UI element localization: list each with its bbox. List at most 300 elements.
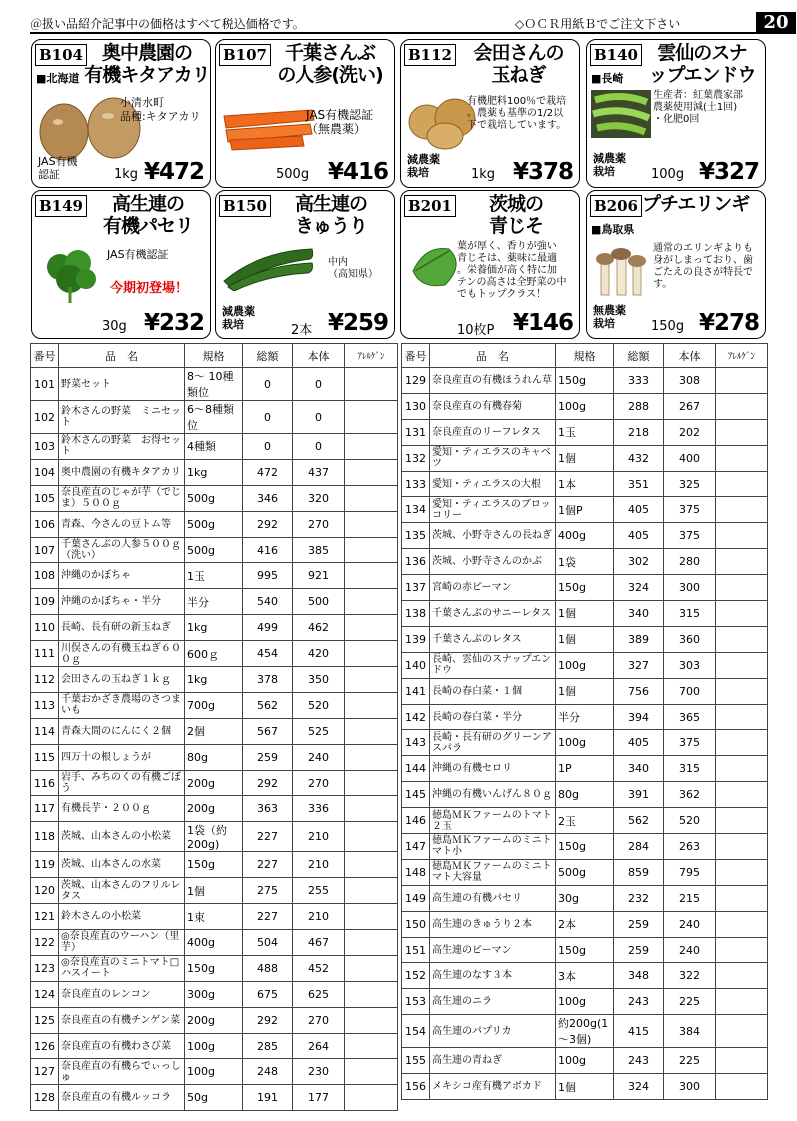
item-total: 432 <box>614 445 664 471</box>
item-name: 野菜セット <box>59 368 185 401</box>
item-spec: 1個 <box>556 626 614 652</box>
table-row[interactable] <box>402 626 768 652</box>
table-row[interactable] <box>31 615 398 641</box>
table-row[interactable] <box>402 963 768 989</box>
item-spec: 150g <box>556 575 614 601</box>
item-number: 125 <box>31 1007 59 1033</box>
product-code: B112 <box>404 44 456 66</box>
product-qty: 150g <box>651 319 685 334</box>
item-spec: 1kg <box>185 615 243 641</box>
item-base: 795 <box>664 859 716 885</box>
item-total: 562 <box>614 808 664 834</box>
item-name: ◎奈良産直のミニトマト□ハスイート <box>59 955 185 981</box>
table-row[interactable] <box>31 955 398 981</box>
table-row[interactable] <box>402 756 768 782</box>
item-base: 525 <box>293 718 345 744</box>
item-spec: 半分 <box>185 589 243 615</box>
item-allergen <box>716 885 768 911</box>
page-number: 20 <box>756 12 796 34</box>
item-total: 340 <box>614 756 664 782</box>
item-allergen <box>345 401 398 434</box>
item-spec: 200g <box>185 1007 243 1033</box>
table-row[interactable] <box>402 937 768 963</box>
item-allergen <box>345 615 398 641</box>
item-number: 122 <box>31 930 59 956</box>
item-total: 340 <box>614 601 664 627</box>
item-allergen <box>716 1074 768 1100</box>
item-total: 472 <box>243 459 293 485</box>
item-total: 218 <box>614 419 664 445</box>
item-spec: 150g <box>185 852 243 878</box>
item-number: 137 <box>402 575 430 601</box>
item-base: 270 <box>293 511 345 537</box>
header-base: 本体 <box>293 344 345 368</box>
item-total: 562 <box>243 692 293 718</box>
item-allergen <box>716 756 768 782</box>
item-base: 315 <box>664 601 716 627</box>
item-spec: 2個 <box>185 718 243 744</box>
product-card-b150[interactable] <box>215 190 395 339</box>
item-allergen <box>716 626 768 652</box>
header-allergen: ｱﾚﾙｹﾞﾝ <box>345 344 398 368</box>
item-spec: 2本 <box>556 911 614 937</box>
item-name: 奈良産直の有機ほうれん草 <box>430 368 556 394</box>
item-base: 325 <box>664 471 716 497</box>
item-spec: 1個 <box>556 445 614 471</box>
item-allergen <box>345 1059 398 1085</box>
item-number: 109 <box>31 589 59 615</box>
item-number: 111 <box>31 641 59 667</box>
table-row[interactable] <box>402 601 768 627</box>
item-base: 210 <box>293 822 345 852</box>
item-total: 0 <box>243 368 293 401</box>
table-row[interactable] <box>31 667 398 693</box>
item-spec: 8～ 10種類位 <box>185 368 243 401</box>
item-name: 千葉さんぶのレタス <box>430 626 556 652</box>
item-number: 148 <box>402 859 430 885</box>
product-price: ¥278 <box>698 310 759 336</box>
item-base: 385 <box>293 537 345 563</box>
product-card-b149[interactable] <box>31 190 211 339</box>
product-note: JAS有機認証 （無農薬） <box>306 108 374 136</box>
item-number: 139 <box>402 626 430 652</box>
table-row[interactable] <box>402 859 768 885</box>
item-total: 346 <box>243 485 293 511</box>
item-spec: 半分 <box>556 704 614 730</box>
item-number: 135 <box>402 523 430 549</box>
item-total: 415 <box>614 1015 664 1048</box>
item-name: 高生連の青ねぎ <box>430 1048 556 1074</box>
item-number: 142 <box>402 704 430 730</box>
item-name: 奥中農園の有機キタアカリ <box>59 459 185 485</box>
product-qty: 30g <box>102 319 127 334</box>
item-allergen <box>345 368 398 401</box>
item-name: メキシコ産有機アボカド <box>430 1074 556 1100</box>
item-name: 奈良産直の有機チンゲン菜 <box>59 1007 185 1033</box>
item-base: 267 <box>664 393 716 419</box>
item-total: 756 <box>614 678 664 704</box>
item-allergen <box>716 1015 768 1048</box>
item-allergen <box>345 641 398 667</box>
cucumber-photo <box>220 241 316 291</box>
cultivation-label: 減農薬 栽培 <box>222 305 255 331</box>
table-row[interactable] <box>402 989 768 1015</box>
item-number: 119 <box>31 852 59 878</box>
item-allergen <box>716 471 768 497</box>
item-base: 360 <box>664 626 716 652</box>
item-number: 116 <box>31 770 59 796</box>
item-total: 292 <box>243 511 293 537</box>
item-spec: 1個P <box>556 497 614 523</box>
item-base: 375 <box>664 497 716 523</box>
item-total: 391 <box>614 782 664 808</box>
item-allergen <box>716 859 768 885</box>
item-base: 177 <box>293 1085 345 1111</box>
item-total: 288 <box>614 393 664 419</box>
item-number: 147 <box>402 834 430 860</box>
item-base: 375 <box>664 730 716 756</box>
item-base: 210 <box>293 852 345 878</box>
item-number: 105 <box>31 485 59 511</box>
product-price: ¥416 <box>327 159 388 185</box>
item-number: 133 <box>402 471 430 497</box>
table-row[interactable] <box>402 678 768 704</box>
item-name: 沖縄のかぼちゃ・半分 <box>59 589 185 615</box>
table-row[interactable] <box>402 419 768 445</box>
item-spec: 1袋（約200g) <box>185 822 243 852</box>
product-price: ¥146 <box>512 310 573 336</box>
table-row[interactable] <box>402 1048 768 1074</box>
item-base: 467 <box>293 930 345 956</box>
item-allergen <box>716 963 768 989</box>
item-number: 132 <box>402 445 430 471</box>
item-name: 茨城、小野寺さんのかぶ <box>430 549 556 575</box>
item-number: 118 <box>31 822 59 852</box>
header-name: 品 名 <box>59 344 185 368</box>
table-row[interactable] <box>31 981 398 1007</box>
item-allergen <box>345 822 398 852</box>
item-base: 315 <box>664 756 716 782</box>
item-name: 奈良産直のレンコン <box>59 981 185 1007</box>
item-total: 259 <box>243 744 293 770</box>
item-name: 茨城、山本さんの水菜 <box>59 852 185 878</box>
item-number: 126 <box>31 1033 59 1059</box>
item-base: 280 <box>664 549 716 575</box>
product-card-b140[interactable] <box>586 39 766 188</box>
item-spec: 1束 <box>185 904 243 930</box>
item-total: 227 <box>243 852 293 878</box>
item-total: 227 <box>243 904 293 930</box>
item-total: 540 <box>243 589 293 615</box>
product-card-b112[interactable] <box>400 39 580 188</box>
item-total: 389 <box>614 626 664 652</box>
table-row[interactable] <box>402 911 768 937</box>
table-row[interactable] <box>402 445 768 471</box>
table-row[interactable] <box>402 782 768 808</box>
item-allergen <box>345 852 398 878</box>
item-allergen <box>716 419 768 445</box>
item-spec: 1個 <box>556 601 614 627</box>
table-row[interactable] <box>31 401 398 434</box>
item-number: 101 <box>31 368 59 401</box>
table-row[interactable] <box>31 1007 398 1033</box>
table-row[interactable] <box>31 537 398 563</box>
item-name: 長崎の春白菜・１個 <box>430 678 556 704</box>
item-name: 愛知・ティエラスのブロッコリー <box>430 497 556 523</box>
table-row[interactable] <box>31 878 398 904</box>
item-total: 243 <box>614 1048 664 1074</box>
table-header-row <box>402 344 768 368</box>
item-total: 324 <box>614 575 664 601</box>
product-note: 有機肥料100％で栽培 。農薬も基準の1/2以 下で栽培しています。 <box>467 96 567 131</box>
item-spec: 100g <box>556 393 614 419</box>
header-total: 総額 <box>243 344 293 368</box>
product-title: 茨城の 青じそ <box>488 193 543 237</box>
item-number: 107 <box>31 537 59 563</box>
item-allergen <box>345 459 398 485</box>
item-total: 454 <box>243 641 293 667</box>
table-row[interactable] <box>31 904 398 930</box>
product-price: ¥232 <box>143 310 204 336</box>
product-title: 雲仙のスナ ップエンドウ <box>648 42 756 86</box>
item-number: 123 <box>31 955 59 981</box>
item-name: 茨城、小野寺さんの長ねぎ <box>430 523 556 549</box>
item-spec: 1個 <box>185 878 243 904</box>
item-allergen <box>716 937 768 963</box>
table-row[interactable] <box>31 692 398 718</box>
item-name: 高生連の有機パセリ <box>430 885 556 911</box>
price-table-left <box>30 343 398 1111</box>
table-row[interactable] <box>31 744 398 770</box>
table-row[interactable] <box>31 1059 398 1085</box>
item-name: 高生連のなす３本 <box>430 963 556 989</box>
item-name: 徳島ＭＫファームのミニトマト大容量 <box>430 859 556 885</box>
item-allergen <box>716 678 768 704</box>
item-spec: 1P <box>556 756 614 782</box>
table-row[interactable] <box>402 549 768 575</box>
item-spec: 100g <box>556 652 614 678</box>
table-row[interactable] <box>31 718 398 744</box>
table-row[interactable] <box>402 471 768 497</box>
item-base: 520 <box>664 808 716 834</box>
item-name: 長崎、長有研の新玉ねぎ <box>59 615 185 641</box>
table-row[interactable] <box>402 575 768 601</box>
item-spec: 400g <box>556 523 614 549</box>
table-row[interactable] <box>402 393 768 419</box>
table-row[interactable] <box>31 563 398 589</box>
item-base: 500 <box>293 589 345 615</box>
item-number: 110 <box>31 615 59 641</box>
item-allergen <box>716 704 768 730</box>
product-code: B206 <box>590 195 642 217</box>
item-total: 259 <box>614 937 664 963</box>
item-spec: 1kg <box>185 459 243 485</box>
product-qty: 500g <box>276 167 310 182</box>
product-code: B107 <box>219 44 271 66</box>
item-spec: 2玉 <box>556 808 614 834</box>
item-base: 270 <box>293 1007 345 1033</box>
product-price: ¥472 <box>143 159 204 185</box>
item-total: 499 <box>243 615 293 641</box>
item-base: 322 <box>664 963 716 989</box>
product-card-b104[interactable] <box>31 39 211 188</box>
item-allergen <box>345 770 398 796</box>
table-row[interactable] <box>402 704 768 730</box>
item-allergen <box>345 796 398 822</box>
item-number: 136 <box>402 549 430 575</box>
order-note: ◇ＯＣＲ用紙Ｂでご注文下さい <box>515 17 681 31</box>
item-total: 0 <box>243 434 293 460</box>
item-total: 504 <box>243 930 293 956</box>
item-name: 奈良産直のじゃが芋（でじま）５００ｇ <box>59 485 185 511</box>
item-name: 奈良産直の有機らでぃっしゅ <box>59 1059 185 1085</box>
product-card-b206[interactable] <box>586 190 766 339</box>
table-row[interactable] <box>31 589 398 615</box>
item-base: 400 <box>664 445 716 471</box>
item-spec: 1個 <box>556 1074 614 1100</box>
item-spec: 600ｇ <box>185 641 243 667</box>
item-total: 405 <box>614 497 664 523</box>
item-base: 350 <box>293 667 345 693</box>
product-qty: 1kg <box>471 167 496 182</box>
table-row[interactable] <box>402 497 768 523</box>
item-base: 520 <box>293 692 345 718</box>
item-name: 有機長芋・２００ｇ <box>59 796 185 822</box>
item-base: 240 <box>293 744 345 770</box>
item-number: 154 <box>402 1015 430 1048</box>
table-row[interactable] <box>31 434 398 460</box>
table-row[interactable] <box>31 796 398 822</box>
region-label: ■北海道 <box>36 72 80 85</box>
item-name: 鈴木さんの野菜 お得セット <box>59 434 185 460</box>
table-row[interactable] <box>31 1033 398 1059</box>
table-row[interactable] <box>402 368 768 394</box>
tax-note: ＠扱い品紹介記事中の価格はすべて税込価格です。 <box>30 17 305 31</box>
item-total: 378 <box>243 667 293 693</box>
table-row[interactable] <box>402 730 768 756</box>
item-number: 127 <box>31 1059 59 1085</box>
item-name: 高生連のパプリカ <box>430 1015 556 1048</box>
table-row[interactable] <box>402 808 768 834</box>
item-number: 103 <box>31 434 59 460</box>
item-base: 375 <box>664 523 716 549</box>
item-number: 146 <box>402 808 430 834</box>
snap-pea-photo <box>591 90 651 138</box>
table-row[interactable] <box>31 459 398 485</box>
item-number: 134 <box>402 497 430 523</box>
item-number: 156 <box>402 1074 430 1100</box>
table-row[interactable] <box>31 641 398 667</box>
item-base: 264 <box>293 1033 345 1059</box>
item-base: 437 <box>293 459 345 485</box>
table-row[interactable] <box>402 834 768 860</box>
table-row[interactable] <box>402 885 768 911</box>
header-total: 総額 <box>614 344 664 368</box>
product-card-b201[interactable] <box>400 190 580 339</box>
product-title: 奥中農園の 有機キタアカリ <box>84 42 210 86</box>
table-header-row <box>31 344 398 368</box>
item-spec: 1本 <box>556 471 614 497</box>
item-spec: 200g <box>185 796 243 822</box>
item-allergen <box>716 497 768 523</box>
region-label: ■長崎 <box>591 72 624 85</box>
item-spec: 500g <box>185 511 243 537</box>
table-row[interactable] <box>31 485 398 511</box>
item-number: 120 <box>31 878 59 904</box>
table-row[interactable] <box>31 852 398 878</box>
item-number: 140 <box>402 652 430 678</box>
item-base: 240 <box>664 937 716 963</box>
item-spec: 100g <box>185 1059 243 1085</box>
item-spec: 1玉 <box>185 563 243 589</box>
item-name: 千葉さんぶのサニーレタス <box>430 601 556 627</box>
item-spec: 50g <box>185 1085 243 1111</box>
table-row[interactable] <box>31 930 398 956</box>
item-base: 320 <box>293 485 345 511</box>
item-name: 宮崎の赤ピーマン <box>430 575 556 601</box>
product-price: ¥259 <box>327 310 388 336</box>
item-name: 千葉さんぶの人参５００ｇ（洗い） <box>59 537 185 563</box>
table-row[interactable] <box>31 368 398 401</box>
item-total: 191 <box>243 1085 293 1111</box>
item-spec: 1袋 <box>556 549 614 575</box>
product-note: JAS有機認証 <box>107 248 169 261</box>
item-spec: 700g <box>185 692 243 718</box>
item-allergen <box>716 1048 768 1074</box>
item-allergen <box>345 485 398 511</box>
item-base: 300 <box>664 1074 716 1100</box>
item-base: 263 <box>664 834 716 860</box>
table-row[interactable] <box>31 770 398 796</box>
product-note: 葉が厚く、香りが強い 青じそは、薬味に最適 。栄養価が高く特に加 テンの高さは全野菜の中 でもトップクラス！ <box>457 241 567 300</box>
product-code: B104 <box>35 44 87 66</box>
item-number: 155 <box>402 1048 430 1074</box>
page-header <box>30 12 789 34</box>
item-number: 106 <box>31 511 59 537</box>
item-base: 225 <box>664 989 716 1015</box>
item-base: 255 <box>293 878 345 904</box>
table-row[interactable] <box>402 652 768 678</box>
item-spec: 4種類 <box>185 434 243 460</box>
cultivation-label: 減農薬 栽培 <box>593 152 626 178</box>
table-row[interactable] <box>31 511 398 537</box>
table-row[interactable] <box>402 1015 768 1048</box>
item-allergen <box>716 575 768 601</box>
table-row[interactable] <box>402 523 768 549</box>
item-allergen <box>345 718 398 744</box>
item-spec: 3本 <box>556 963 614 989</box>
item-spec: 500g <box>556 859 614 885</box>
table-row[interactable] <box>31 822 398 852</box>
item-total: 302 <box>614 549 664 575</box>
item-allergen <box>716 445 768 471</box>
item-allergen <box>345 744 398 770</box>
item-spec: 300g <box>185 981 243 1007</box>
item-allergen <box>716 393 768 419</box>
item-allergen <box>345 589 398 615</box>
product-qty: 1kg <box>114 167 139 182</box>
carrot-photo <box>222 102 317 152</box>
item-total: 405 <box>614 730 664 756</box>
item-number: 121 <box>31 904 59 930</box>
item-name: 奈良産直の有機ルッコラ <box>59 1085 185 1111</box>
table-row[interactable] <box>31 1085 398 1111</box>
item-number: 151 <box>402 937 430 963</box>
product-card-b107[interactable] <box>215 39 395 188</box>
item-total: 859 <box>614 859 664 885</box>
item-base: 0 <box>293 368 345 401</box>
table-row[interactable] <box>402 1074 768 1100</box>
